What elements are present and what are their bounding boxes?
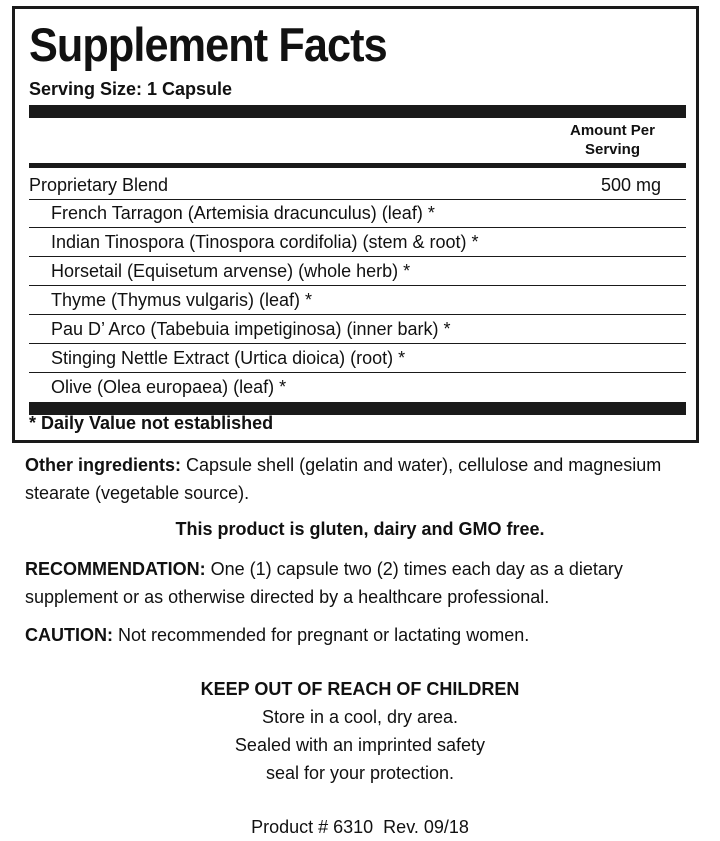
ingredient-name: Indian Tinospora (Tinospora cordifolia) (stem & root) * xyxy=(51,232,479,252)
ingredient-name: Olive (Olea europaea) (leaf) * xyxy=(51,377,287,397)
ingredient-row xyxy=(29,257,686,286)
other-ingredients-label: Other ingredients: xyxy=(25,455,182,475)
panel-title: Supplement Facts xyxy=(29,18,387,71)
ingredient-name: Thyme (Thymus vulgaris) (leaf) * xyxy=(51,290,313,310)
allergen-statement: This product is gluten, dairy and GMO free. xyxy=(175,519,545,539)
storage-line: Store in a cool, dry area. xyxy=(261,707,459,727)
ingredient-row xyxy=(29,286,686,315)
caution-label: CAUTION: xyxy=(25,625,113,645)
storage-line: Sealed with an imprinted safety xyxy=(234,735,486,755)
divider-medium xyxy=(29,163,686,168)
supplement-facts-panel xyxy=(12,6,699,443)
ingredient-name: French Tarragon (Artemisia dracunculus) (leaf) * xyxy=(51,203,435,223)
product-number: Product # 6310 Rev. 09/18 xyxy=(251,817,469,837)
other-ingredients xyxy=(25,451,705,507)
amount-per-serving-header xyxy=(540,121,685,159)
keep-out-heading: KEEP OUT OF REACH OF CHILDREN xyxy=(200,679,520,699)
ingredient-name: Stinging Nettle Extract (Urtica dioica) (root) * xyxy=(51,348,406,368)
amount-header-line2: Serving xyxy=(584,141,641,158)
daily-value-footnote: * Daily Value not established xyxy=(29,413,274,433)
caution xyxy=(25,621,705,649)
ingredient-row xyxy=(29,344,686,373)
blend-name: Proprietary Blend xyxy=(29,175,169,195)
ingredient-name: Pau D’ Arco (Tabebuia impetiginosa) (inner bark) * xyxy=(51,319,451,339)
divider-thick-top xyxy=(29,105,686,118)
ingredient-row xyxy=(29,373,686,402)
blend-amount: 500 mg xyxy=(601,175,662,195)
recommendation-text: One (1) capsule two (2) times each day as a dietary xyxy=(205,559,623,579)
other-ingredients-text-cont: stearate (vegetable source). xyxy=(25,483,250,503)
amount-header-line1: Amount Per xyxy=(569,122,655,139)
caution-text: Not recommended for pregnant or lactating women. xyxy=(113,625,530,645)
other-ingredients-text: Capsule shell (gelatin and water), cellulose and magnesium xyxy=(181,455,662,475)
recommendation xyxy=(25,555,705,611)
ingredient-row xyxy=(29,315,686,344)
ingredient-name: Horsetail (Equisetum arvense) (whole herb) * xyxy=(51,261,411,281)
ingredient-row xyxy=(29,228,686,257)
serving-size: Serving Size: 1 Capsule xyxy=(29,79,233,99)
blend-row xyxy=(29,171,686,200)
recommendation-text-cont: supplement or as otherwise directed by a healthcare professional. xyxy=(25,587,550,607)
recommendation-label: RECOMMENDATION: xyxy=(25,559,206,579)
ingredient-row xyxy=(29,199,686,228)
storage-line: seal for your protection. xyxy=(265,763,455,783)
